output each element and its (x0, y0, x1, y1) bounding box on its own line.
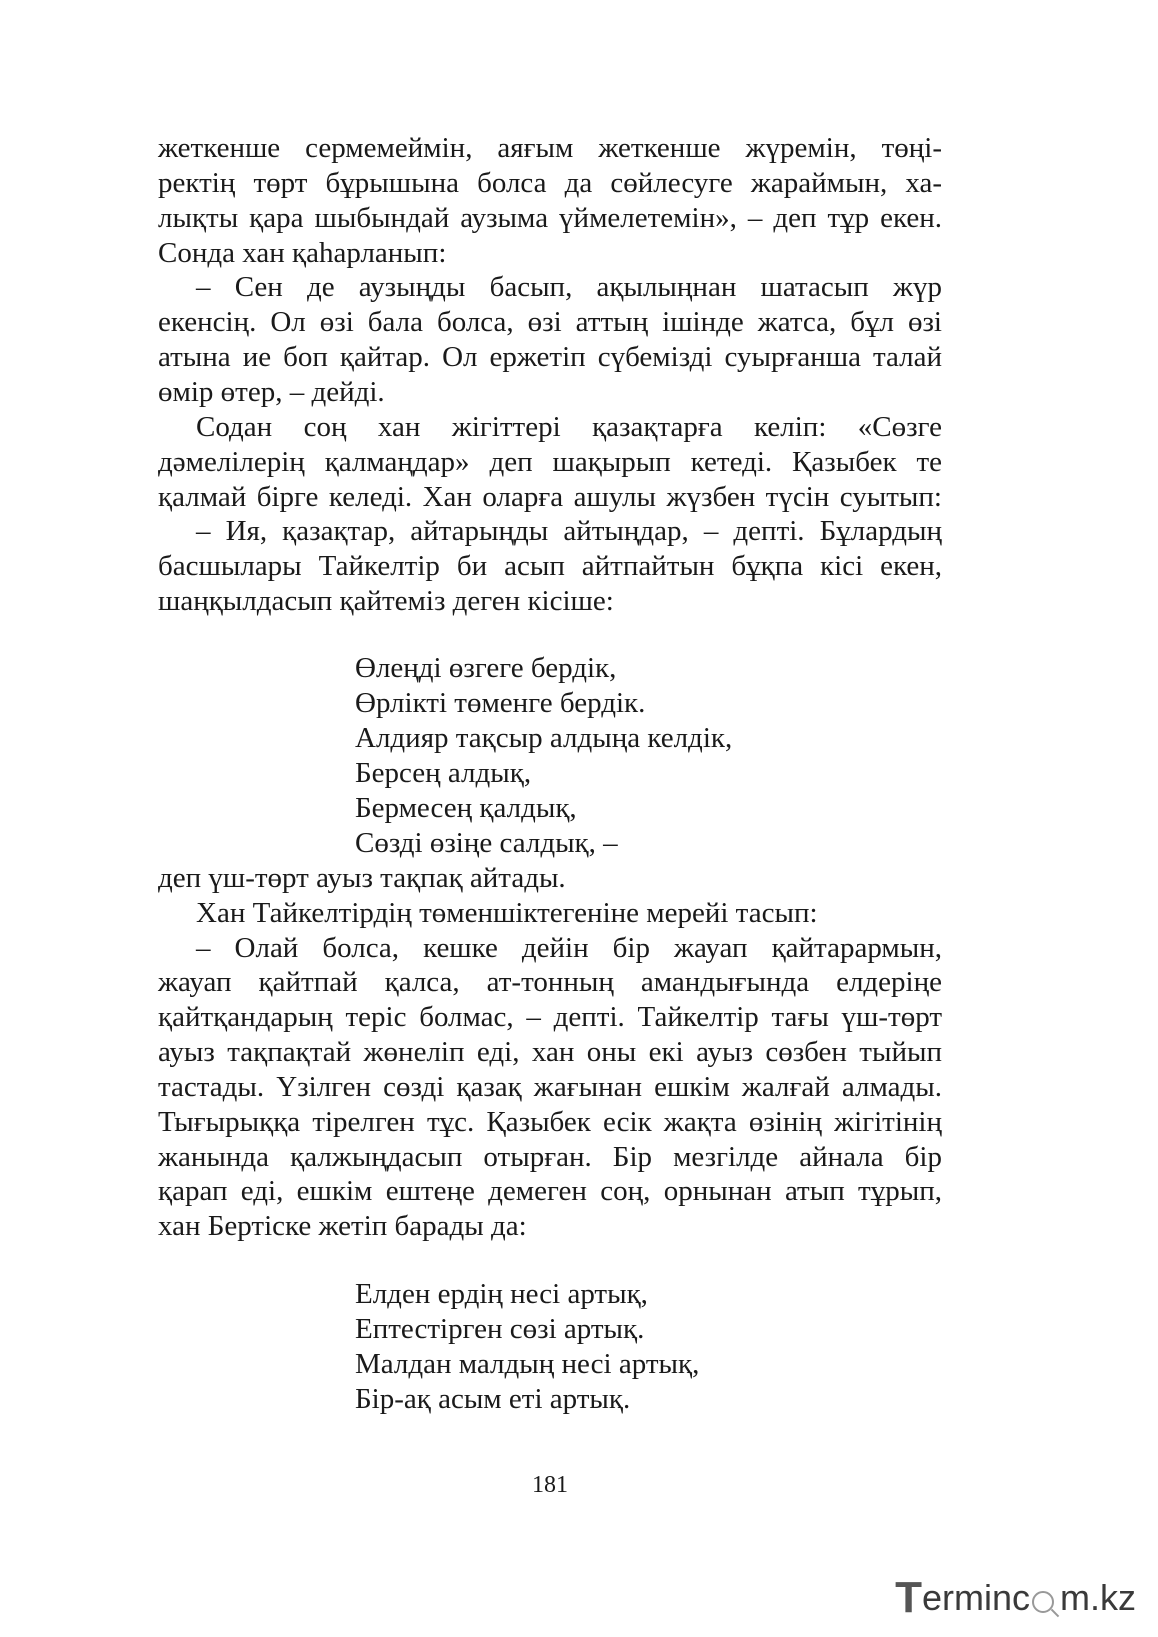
text-line: ауыз тақпақтай жөнеліп еді, хан оны екі ауыз сөзбен тыйып (158, 1036, 942, 1068)
verse-line: Өлеңді өзгеге бердік, (355, 652, 617, 684)
text-line: лықты қара шыбындай аузыма үймелетемін», – деп тұр екен. (158, 202, 942, 234)
logo-text-part1: erminc (921, 1577, 1030, 1618)
text-line: жеткенше сермемеймін, аяғым жеткенше жүремін, төңі- (158, 132, 942, 164)
text-line: ректің төрт бұрышына болса да сөйлесуге жараймын, ха- (158, 167, 942, 199)
verse-line: Алдияр тақсыр алдыңа келдік, (355, 722, 733, 754)
text-line: жанында қалжыңдасып отырған. Бір мезгілде айнала бір (158, 1141, 942, 1173)
text-line: – Олай болса, кешке дейін бір жауап қайтарармын, (196, 932, 942, 964)
verse-line: Бір-ақ асым еті артық. (355, 1383, 631, 1415)
text-line: жауап қайтпай қалса, ат-тонның амандығында елдеріңе (158, 966, 942, 998)
text-line: хан Бертіске жетіп барады да: (158, 1210, 527, 1242)
text-line: шаңқылдасып қайтеміз деген кісіше: (158, 585, 614, 617)
text-line: басшылары Тайкелтір би асып айтпайтын бұқпа кісі екен, (158, 550, 942, 582)
text-line: қалмай бірге келеді. Хан оларға ашулы жүзбен түсін суытып: (158, 481, 942, 513)
text-line: өмір өтер, – дейді. (158, 376, 385, 408)
text-line: атына ие боп қайтар. Ол ержетіп сүбемізді суырғанша талай (158, 341, 942, 373)
text-line: дәмелілерің қалмаңдар» деп шақырып кетеді. Қазыбек те (158, 446, 942, 478)
text-line: – Сен де аузыңды басып, ақылыңнан шатасып жүр (196, 271, 942, 303)
logo-letter: T (895, 1573, 922, 1622)
site-logo (895, 1573, 1136, 1623)
text-line: қайтқандарың теріс болмас, – депті. Тайкелтір тағы үш-төрт (158, 1001, 942, 1033)
page-number: 181 (532, 1472, 568, 1498)
verse-line: Берсең алдық, (355, 757, 532, 789)
verse-line: Өрлікті төменге бердік. (355, 687, 646, 719)
verse-line: Малдан малдың несі артық, (355, 1348, 700, 1380)
logo-text-part2: m.kz (1060, 1577, 1136, 1618)
text-line: Хан Тайкелтірдің төменшіктегеніне мерейі тасып: (196, 897, 818, 929)
text-line: екенсің. Ол өзі бала болса, өзі аттың ішінде жатса, бұл өзі (158, 306, 942, 338)
text-line: қарап еді, ешкім ештеңе демеген соң, орнынан атып тұрып, (158, 1175, 942, 1207)
text-line: Содан соң хан жігіттері қазақтарға келіп: «Сөзге (196, 411, 942, 443)
magnifier-icon (1032, 1591, 1054, 1613)
text-line: деп үш-төрт ауыз тақпақ айтады. (158, 862, 566, 894)
text-line: тастады. Үзілген сөзді қазақ жағынан ешкім жалғай алмады. (158, 1071, 942, 1103)
verse-line: Бермесең қалдық, (355, 792, 577, 824)
verse-line: Сөзді өзіңе салдық, – (355, 827, 618, 859)
text-line: Тығырыққа тірелген тұс. Қазыбек есік жақта өзінің жігітінің (158, 1106, 942, 1138)
verse-line: Елден ердің несі артық, (355, 1278, 648, 1310)
text-line: Сонда хан қаһарланып: (158, 237, 447, 269)
verse-line: Ептестірген сөзі артық. (355, 1313, 645, 1345)
text-line: – Ия, қазақтар, айтарыңды айтыңдар, – депті. Бұлардың (196, 515, 942, 547)
